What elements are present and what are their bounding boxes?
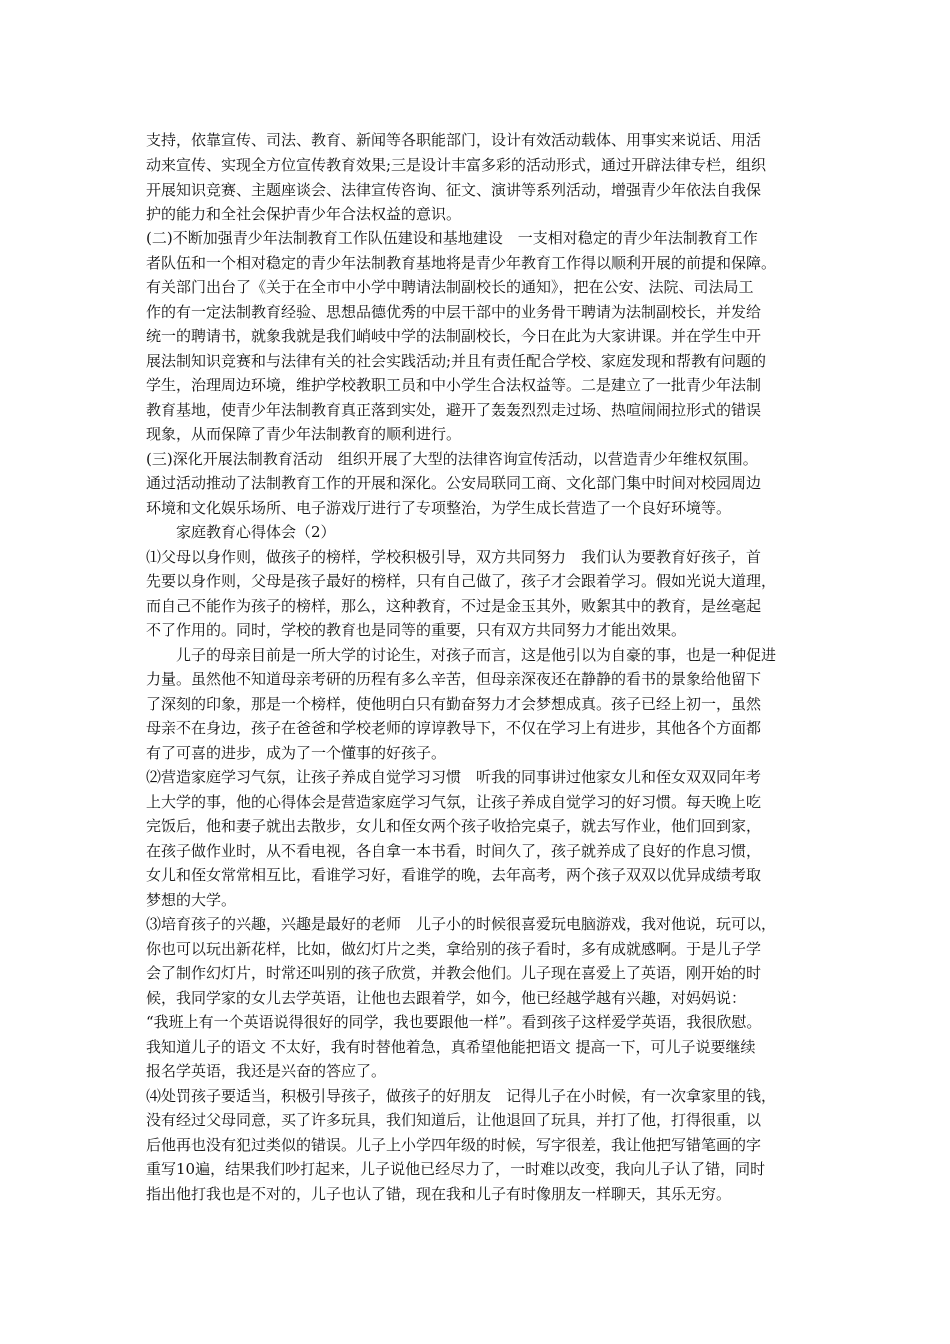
text-line: 力量。虽然他不知道母亲考研的历程有多么辛苦，但母亲深夜还在静静的看书的景象给他留下 — [146, 670, 762, 688]
text-line: 开展知识竞赛、主题座谈会、法律宣传咨询、征文、演讲等系列活动，增强青少年依法自我保 — [146, 181, 762, 199]
text-line: “我班上有一个英语说得很好的同学，我也要跟他一样”。看到孩子这样爱学英语，我很欣慰。 — [146, 1013, 762, 1031]
text-line: 后他再也没有犯过类似的错误。儿子上小学四年级的时候，写字很差，我让他把写错笔画的字 — [146, 1136, 762, 1154]
text-line: 完饭后，他和妻子就出去散步，女儿和侄女两个孩子收拾完桌子，就去写作业，他们回到家， — [146, 817, 762, 835]
text-line: 统一的聘请书，就象我就是我们峭岐中学的法制副校长，今日在此为大家讲课。并在学生中开 — [146, 327, 762, 345]
point-heading-3: ⑶培育孩子的兴趣，兴趣是最好的老师 儿子小的时候很喜爱玩电脑游戏，我对他说，玩可以， — [146, 915, 777, 933]
text-line: 动来宣传、实现全方位宣传教育效果;三是设计丰富多彩的活动形式，通过开辟法律专栏，组织 — [146, 156, 767, 174]
article-title: 家庭教育心得体会（2） — [176, 523, 336, 541]
text-line: 梦想的大学。 — [146, 891, 237, 909]
text-line: 没有经过父母同意，买了许多玩具，我们知道后，让他退回了玩具，并打了他，打得很重，以 — [146, 1111, 762, 1129]
point-heading-2: ⑵营造家庭学习气氛，让孩子养成自觉学习习惯 听我的同事讲过他家女儿和侄女双双同年考 — [146, 768, 762, 786]
point-heading-1: ⑴父母以身作则，做孩子的榜样，学校积极引导，双方共同努力 我们认为要教育好孩子，首 — [146, 548, 762, 566]
text-line: 现象，从而保障了青少年法制教育的顺利进行。 — [146, 425, 462, 443]
text-line: 在孩子做作业时，从不看电视，各自拿一本书看，时间久了，孩子就养成了良好的作息习惯， — [146, 842, 762, 860]
text-line: 有了可喜的进步，成为了一个懂事的好孩子。 — [146, 744, 447, 762]
text-line: 展法制知识竞赛和与法律有关的社会实践活动;并且有责任配合学校、家庭发现和帮教有问题的 — [146, 352, 767, 370]
text-line: 儿子的母亲目前是一所大学的讨论生，对孩子而言，这是他引以为自豪的事，也是一种促进 — [176, 646, 777, 664]
text-line: 护的能力和全社会保护青少年合法权益的意识。 — [146, 205, 462, 223]
text-line: 你也可以玩出新花样，比如，做幻灯片之类，拿给别的孩子看时，多有成就感啊。于是儿子学 — [146, 940, 762, 958]
text-line: 有关部门出台了《关于在全市中小学中聘请法制副校长的通知》，把在公安、法院、司法局工 — [146, 278, 754, 296]
text-line: 先要以身作则，父母是孩子最好的榜样，只有自己做了，孩子才会跟着学习。假如光说大道理， — [146, 572, 777, 590]
text-line: 重写10遍，结果我们吵打起来，儿子说他已经尽力了，一时难以改变，我向儿子认了错，同时 — [146, 1160, 766, 1178]
text-line: 环境和文化娱乐场所、电子游戏厅进行了专项整治，为学生成长营造了一个良好环境等。 — [146, 499, 732, 517]
text-line: 女儿和侄女常常相互比，看谁学习好，看谁学的晚，去年高考，两个孩子双双以优异成绩考取 — [146, 866, 762, 884]
text-line: 候，我同学家的女儿去学英语，让他也去跟着学，如今，他已经越学越有兴趣，对妈妈说： — [146, 989, 747, 1007]
text-line: 会了制作幻灯片，时常还叫别的孩子欣赏，并教会他们。儿子现在喜爱上了英语，刚开始的时 — [146, 964, 762, 982]
point-heading-4: ⑷处罚孩子要适当，积极引导孩子，做孩子的好朋友 记得儿子在小时候，有一次拿家里的钱， — [146, 1087, 777, 1105]
text-line: 通过活动推动了法制教育工作的开展和深化。公安局联同工商、文化部门集中时间对校园周边 — [146, 474, 762, 492]
section-heading-3: (三)深化开展法制教育活动 组织开展了大型的法律咨询宣传活动，以营造青少年维权氛围。 — [146, 450, 758, 468]
text-line: 者队伍和一个相对稳定的青少年法制教育基地将是青少年教育工作得以顺利开展的前提和保障。 — [146, 254, 777, 272]
text-line: 母亲不在身边，孩子在爸爸和学校老师的谆谆教导下，不仅在学习上有进步，其他各个方面都 — [146, 719, 762, 737]
text-line: 教育基地，使青少年法制教育真正落到实处，避开了轰轰烈烈走过场、热喧闹闹拉形式的错误 — [146, 401, 762, 419]
text-line: 了深刻的印象，那是一个榜样，使他明白只有勤奋努力才会梦想成真。孩子已经上初一，虽然 — [146, 695, 762, 713]
text-line: 指出他打我也是不对的，儿子也认了错，现在我和儿子有时像朋友一样聊天，其乐无穷。 — [146, 1185, 732, 1203]
text-line: 报名学英语，我还是兴奋的答应了。 — [146, 1062, 387, 1080]
section-heading-2: (二)不断加强青少年法制教育工作队伍建设和基地建设 一支相对稳定的青少年法制教育工作 — [146, 229, 758, 247]
text-line: 上大学的事，他的心得体会是营造家庭学习气氛，让孩子养成自觉学习的好习惯。每天晚上吃 — [146, 793, 762, 811]
text-line: 学生，治理周边环境，维护学校教职工员和中小学生合法权益等。二是建立了一批青少年法制 — [146, 376, 762, 394]
text-line: 作的有一定法制教育经验、思想品德优秀的中层干部中的业务骨干聘请为法制副校长，并发给 — [146, 303, 762, 321]
text-line: 而自己不能作为孩子的榜样，那么，这种教育，不过是金玉其外，败絮其中的教育，是丝毫起 — [146, 597, 762, 615]
text-line: 我知道儿子的语文 不太好，我有时替他着急，真希望他能把语文 提高一下，可儿子说要继续 — [146, 1038, 756, 1056]
text-line: 支持，依靠宣传、司法、教育、新闻等各职能部门，设计有效活动载体、用事实来说话、用活 — [146, 131, 762, 149]
text-line: 不了作用的。同时，学校的教育也是同等的重要，只有双方共同努力才能出效果。 — [146, 621, 687, 639]
